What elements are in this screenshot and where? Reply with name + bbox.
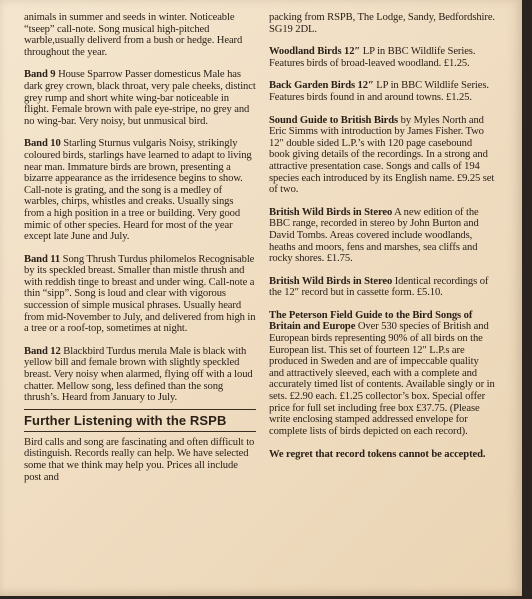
intro-paragraph: [24, 12, 256, 58]
band-10-entry: [24, 138, 256, 242]
band-9-text: House Sparrow Passer domesticus Male has dark grey crown, black throat, very pale cheeks, distinct grey rump and short white wing-bar noticeable in flight. Female brown with pale eye-stripe, no grey and no wing-bar. Very noisy, but unmusical bird.: [24, 69, 256, 127]
band-9-entry: [24, 69, 256, 127]
left-column: [24, 12, 256, 483]
stereo-record-entry: [269, 207, 495, 265]
stereo-cassette-title: British Wild Birds in Stereo: [269, 275, 393, 287]
band-9-label: Band 9: [24, 69, 56, 81]
closing-note: [269, 449, 495, 461]
stereo-record-title: British Wild Birds in Stereo: [269, 206, 393, 218]
closing-note-text: We regret that record tokens cannot be accepted.: [269, 449, 486, 461]
peterson-guide-title: The Peterson Field Guide to the Bird Songs of Britain and Europe: [269, 309, 473, 333]
stereo-cassette-text: Identical recordings of the 12″ record but in cassette form. £5.10.: [269, 275, 489, 299]
woodland-birds-title: Woodland Birds 12″: [269, 46, 361, 58]
back-garden-birds-entry: [269, 80, 495, 103]
section-rule-top: [24, 409, 256, 410]
band-11-text: Song Thrush Turdus philomelos Recognisable by its speckled breast. Smaller than mistle thrush and with reddish tinge to breast and under wing. Call-note a thin “sipp”. Song is loud and clear with vigorous succession of simple musical phrases. Usually heard from mid-November to July, and delivered from high in a tree or a roof-top, sometimes at night.: [24, 253, 256, 335]
peterson-guide-entry: [269, 310, 495, 438]
section-rule-bottom: [24, 431, 256, 432]
stereo-record-text: A new edition of the BBC range, recorded in stereo by John Burton and David Tombs. Areas covered include woodlands, heaths and moors, fens and marshes, sea cliffs and rocky shores. £1.75.: [269, 206, 479, 265]
sound-guide-entry: [269, 115, 495, 196]
woodland-birds-entry: [269, 46, 495, 69]
band-11-label: Band 11: [24, 253, 61, 265]
band-11-entry: [24, 254, 256, 335]
sound-guide-title: Sound Guide to British Birds: [269, 114, 399, 126]
right-column: [269, 12, 495, 472]
band-12-entry: [24, 346, 256, 404]
band-12-label: Band 12: [24, 345, 61, 357]
section-intro-text: Bird calls and song are fascinating and often difficult to distinguish. Records really can help. We have selected some that we think may help you. Prices all include post and: [24, 436, 255, 483]
section-heading: Further Listening with the RSPB: [24, 412, 227, 428]
address-paragraph: [269, 12, 495, 35]
peterson-guide-text: Over 530 species of British and European birds representing 90% of all birds on the European list. This set of fourteen 12″ L.P.s are produced in Sweden and are of impeccable quality and attractively sleeved, each with a complete and accurately timed list of contents. Available singly or in sets. £2.90 each. £1.25 collector’s box. Special offer price for full set including free box £37.75. (Please write enclosing stamped addressed envelope for complete lists of birds depicted on each record).: [269, 321, 495, 437]
section-intro: [24, 437, 256, 483]
back-garden-birds-text: LP in BBC Wildlife Series. Features birds found in and around towns. £1.25.: [269, 80, 489, 103]
sound-guide-text: by Myles North and Eric Simms with introduction by James Fisher. Two 12″ double sided L.P.’s with 120 page casebound book giving details of the recordings. In a strong and attractive presentation case. Songs and calls of 194 species each introduced by its English name. £9.25 set of two.: [269, 114, 495, 196]
intro-text: animals in summer and seeds in winter. Noticeable “tseep” call-note. Song musical high-pitched warble,usually deliverd from a bush or hedge. Heard throughout the year.: [24, 12, 243, 58]
woodland-birds-text: LP in BBC Wildlife Series. Features birds of broad-leaved woodland. £1.25.: [269, 46, 476, 69]
band-12-text: Blackbird Turdus merula Male is black with yellow bill and female brown with slightly speckled breast. Very noisy when alarmed, flying off with a loud chatter. Mellow song, less defined than the song thrush’s. Heard from January to July.: [24, 345, 253, 404]
band-10-label: Band 10: [24, 138, 61, 150]
stereo-cassette-entry: [269, 276, 495, 299]
band-10-text: Starling Sturnus vulgaris Noisy, strikingly coloured birds, starlings have learned to adapt to living near man. Immature birds are brown, presenting a bizarre appearance as the irridesence begins to show. Call-note is grating, and the song is a medley of warbles, chirps, whistles and creaks. Usually sings from a high position in a tree or building. Very good mimic of other species. Heard for most of the year except late June and July.: [24, 138, 252, 243]
address-text: packing from RSPB, The Lodge, Sandy, Bedfordshire. SG19 2DL.: [269, 12, 495, 35]
back-garden-birds-title: Back Garden Birds 12″: [269, 80, 374, 92]
